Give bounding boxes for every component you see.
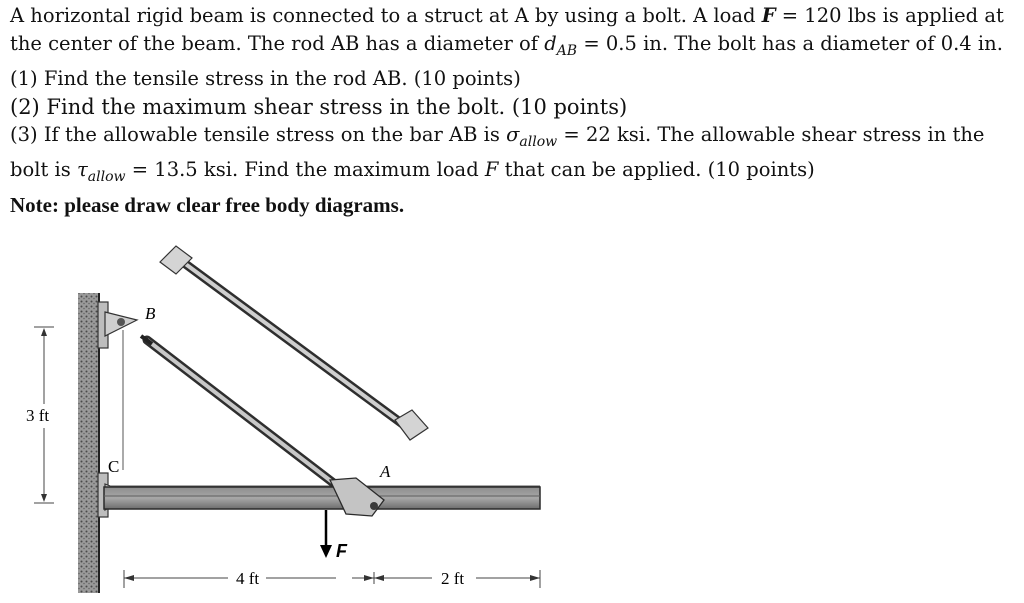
tau-subscript: allow bbox=[87, 168, 126, 185]
sigma-symbol: σ bbox=[506, 122, 520, 146]
text-fragment: = 120 lbs is applied at bbox=[775, 4, 1004, 27]
text-fragment: = 0.5 in. The bolt has a diameter of 0.4 in. bbox=[577, 32, 1003, 55]
beam bbox=[104, 487, 540, 509]
text-fragment: the center of the beam. The rod AB has a diameter of bbox=[10, 32, 545, 55]
load-symbol: F bbox=[761, 4, 776, 27]
question-3-line-2 bbox=[10, 156, 1015, 191]
point-a-label: A bbox=[380, 462, 391, 481]
text-fragment: = 22 ksi. The allowable shear stress in the bbox=[557, 122, 985, 146]
right-length-label: 2 ft bbox=[441, 569, 465, 588]
problem-line-2 bbox=[10, 30, 1015, 65]
left-length-label: 4 ft bbox=[236, 569, 260, 588]
text-fragment: (3) If the allowable tensile stress on the bar AB is bbox=[10, 122, 507, 146]
text-fragment: = 13.5 ksi. Find the maximum load bbox=[125, 157, 485, 181]
note: Note: please draw clear free body diagrams. bbox=[10, 192, 405, 217]
text-fragment: A horizontal rigid beam is connected to a struct at A by using a bolt. A load bbox=[10, 4, 762, 27]
bracket-b bbox=[98, 302, 137, 348]
question-2: (2) Find the maximum shear stress in the bolt. (10 points) bbox=[10, 94, 628, 119]
horizontal-dimensions bbox=[124, 570, 540, 588]
question-1: (1) Find the tensile stress in the rod AB. (10 points) bbox=[10, 66, 521, 90]
problem-statement bbox=[10, 2, 1015, 219]
diameter-subscript: AB bbox=[556, 42, 578, 59]
sigma-subscript: allow bbox=[519, 133, 558, 150]
text-fragment: that can be applied. (10 points) bbox=[498, 157, 815, 181]
tau-symbol: τ bbox=[76, 157, 88, 181]
point-c-label: C bbox=[108, 457, 120, 476]
beam-diagram bbox=[0, 215, 600, 603]
wall bbox=[78, 293, 99, 593]
diameter-symbol: d bbox=[544, 32, 557, 55]
problem-line-1 bbox=[10, 2, 1015, 30]
height-dimension-label: 3 ft bbox=[26, 406, 50, 425]
text-fragment: bolt is bbox=[10, 157, 77, 181]
point-b-label: B bbox=[145, 304, 156, 323]
joint-a bbox=[330, 478, 384, 516]
question-3-line-1 bbox=[10, 121, 1015, 156]
load-label: F bbox=[336, 541, 347, 561]
load-symbol: F bbox=[484, 157, 499, 181]
upper-strut bbox=[160, 246, 428, 440]
load-arrow bbox=[320, 510, 332, 558]
